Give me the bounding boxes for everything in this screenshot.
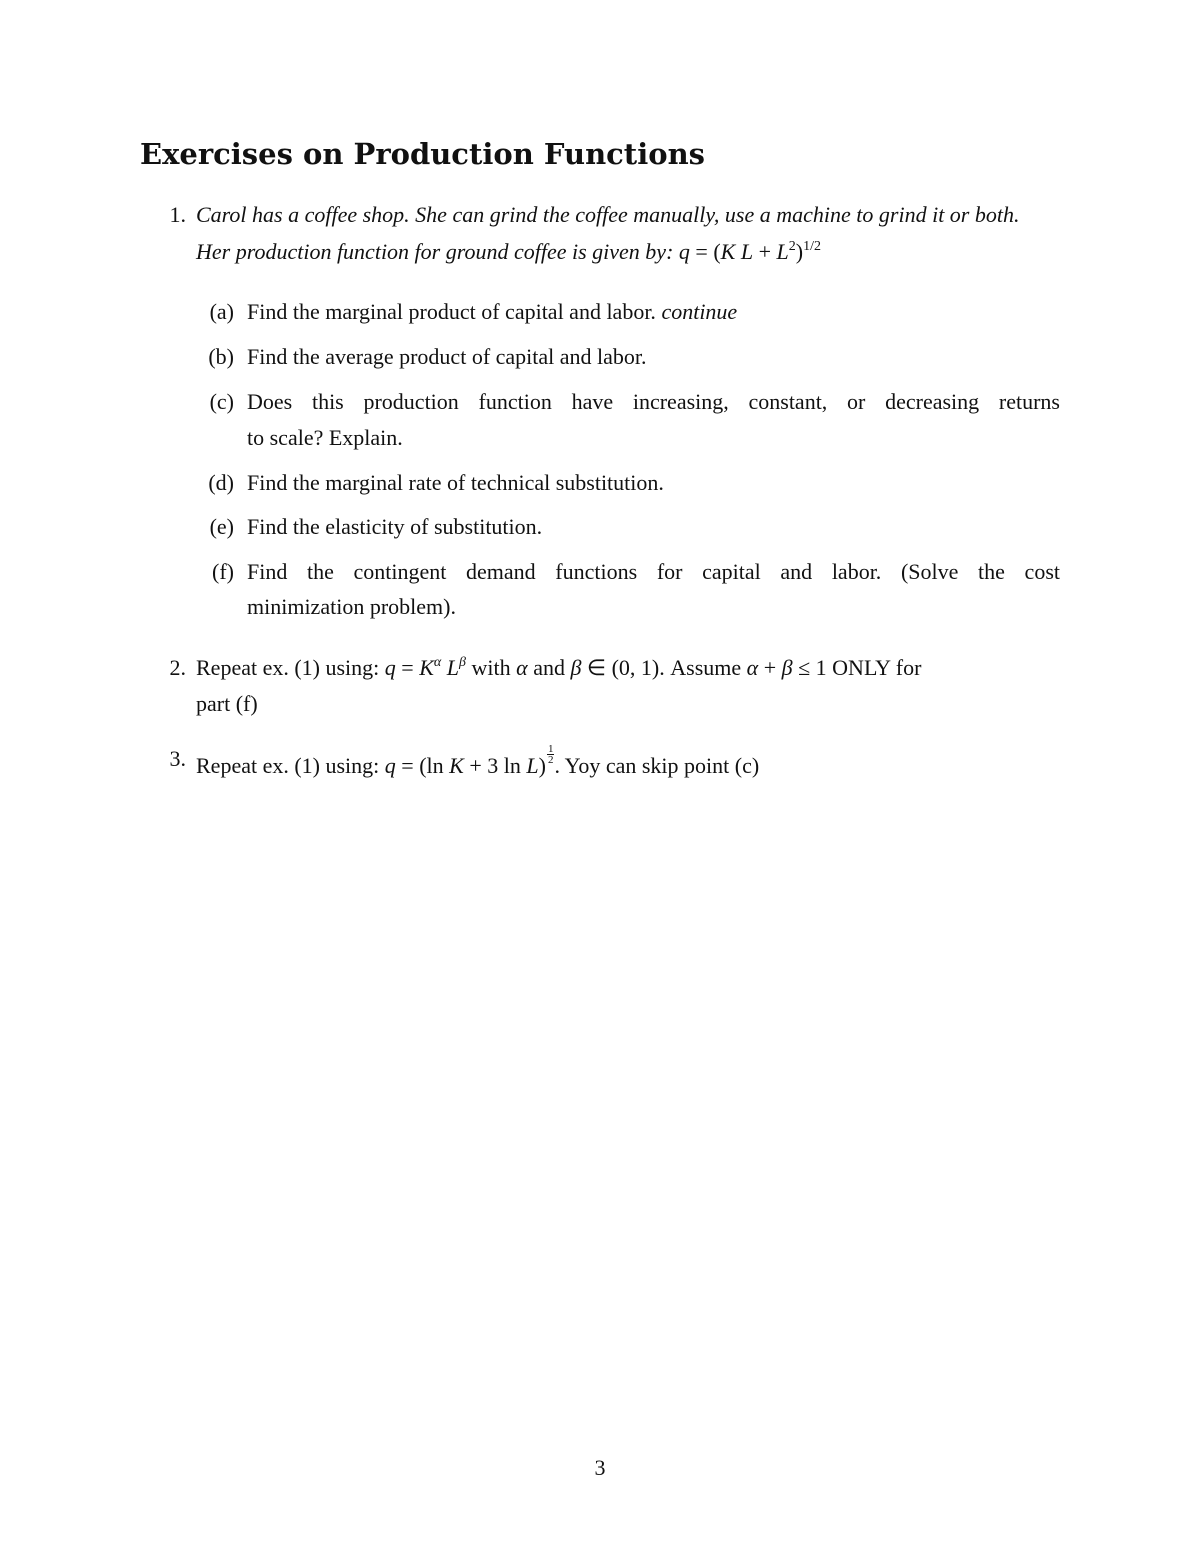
ex3-frac-num: 1: [547, 743, 554, 755]
ex3-k: K: [449, 753, 464, 778]
part-c-line-2: to scale? Explain.: [247, 425, 403, 450]
ex2-alpha-3: α: [746, 655, 759, 680]
ex2-beta: β: [459, 655, 466, 670]
ex2-l: L: [446, 655, 460, 680]
exercise-3-pre: Repeat ex. (1) using:: [196, 753, 385, 778]
exercise-3-line: [196, 744, 759, 781]
exercise-2-number: 2.: [169, 655, 186, 680]
exercise-2-line-2: part (f): [196, 691, 258, 716]
part-a-extra: continue: [661, 299, 738, 324]
exercise-2-part-a: [196, 653, 921, 683]
part-c-line-1: Does this production function have increasing, constant, or decreasing returns: [247, 389, 1060, 414]
page-number: 3: [594, 1455, 606, 1480]
ex3-l: L: [526, 753, 539, 778]
formula-exp-2: 2: [788, 239, 796, 254]
formula-q: q: [678, 239, 690, 264]
ex2-beta-2: β: [570, 655, 582, 680]
part-f-label: (f): [212, 559, 234, 584]
ex3-q: q: [384, 753, 396, 778]
exercise-2-pre: Repeat ex. (1) using:: [196, 655, 385, 680]
ex2-and: and: [527, 655, 571, 680]
ex2-beta-3: β: [781, 655, 793, 680]
formula-eq: = (: [689, 239, 721, 264]
ex2-rest: ≤ 1 ONLY for: [792, 655, 922, 680]
part-f-line-1: Find the contingent demand functions for capital and labor. (Solve the cost: [247, 559, 1060, 584]
formula-l2: L: [776, 239, 789, 264]
formula-exp-outer: 1/2: [803, 239, 821, 254]
ex2-alpha: α: [433, 655, 442, 670]
formula-k: K: [720, 239, 736, 264]
part-a-label: (a): [209, 299, 234, 324]
exercise-3-number: 3.: [169, 746, 186, 771]
part-d-label: (d): [208, 470, 234, 495]
ex2-q: q: [384, 655, 396, 680]
part-a-main: Find the marginal product of capital and labor.: [247, 299, 662, 324]
ex2-alpha-2: α: [516, 655, 528, 680]
ex2-k: K: [419, 655, 434, 680]
part-a-text: [247, 297, 737, 327]
part-f-line-2: minimization problem).: [247, 594, 456, 619]
ex3-close: ): [538, 753, 546, 778]
part-c-label: (c): [209, 389, 234, 414]
page-title: Exercises on Production Functions: [140, 137, 705, 171]
part-e-text: Find the elasticity of substitution.: [247, 514, 543, 539]
ex2-with: with: [466, 655, 517, 680]
ex2-in: ∈ (0, 1). Assume: [581, 655, 747, 680]
exercise-1-line-2-text: Her production function for ground coffee is given by:: [196, 239, 679, 264]
ex2-plus: +: [758, 655, 782, 680]
exercise-2-line-1: [196, 653, 1060, 683]
ex3-eq: = (ln: [395, 753, 450, 778]
part-b-label: (b): [208, 344, 234, 369]
part-e-label: (e): [209, 514, 234, 539]
formula-close: ): [795, 239, 804, 264]
part-b-text: Find the average product of capital and labor.: [247, 344, 647, 369]
exercise-1-line-2: [196, 237, 821, 267]
formula-l: L: [740, 239, 754, 264]
part-d-text: Find the marginal rate of technical substitution.: [247, 470, 664, 495]
exercise-1-number: 1.: [169, 202, 186, 227]
ex3-frac-den: 2: [547, 754, 554, 766]
ex2-eq: =: [395, 655, 420, 680]
formula-plus: +: [753, 239, 777, 264]
exercise-1-line-1: Carol has a coffee shop. She can grind the coffee manually, use a machine to grind it or both.: [196, 202, 1020, 227]
ex3-mid: + 3 ln: [463, 753, 527, 778]
ex3-rest: . Yoy can skip point (c): [554, 753, 760, 778]
